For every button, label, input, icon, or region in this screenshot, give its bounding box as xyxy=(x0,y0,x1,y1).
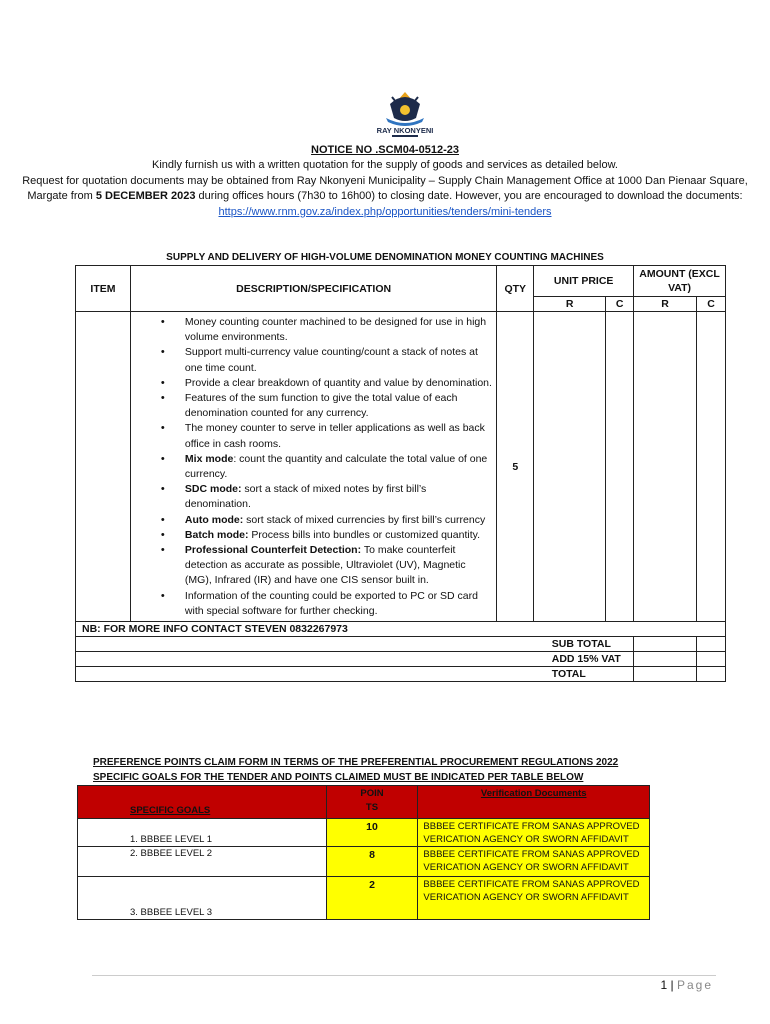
item-cell xyxy=(76,312,131,622)
spec-item-term: Professional Counterfeit Detection: xyxy=(184,544,362,557)
goal-level-1-label: 1. BBBEE LEVEL 1 xyxy=(130,834,213,845)
spec-item xyxy=(133,589,494,619)
spec-item-term: Auto mode: xyxy=(184,513,244,526)
spec-list xyxy=(131,312,496,621)
total-c[interactable] xyxy=(696,667,725,682)
vat-spacer xyxy=(76,652,534,667)
spec-item-term: Batch mode: xyxy=(184,528,249,541)
spec-item-text: Money counting counter machined to be designed for use in high volume environments. xyxy=(184,316,487,344)
nb-contact: NB: FOR MORE INFO CONTACT STEVEN 0832267973 xyxy=(76,622,726,637)
spec-item xyxy=(133,513,494,528)
qty-value: 5 xyxy=(497,312,534,622)
page-word: Page xyxy=(676,978,713,992)
spec-item xyxy=(133,482,494,512)
item-row xyxy=(76,312,726,622)
page-number xyxy=(660,978,713,992)
goal-level-1 xyxy=(78,819,327,847)
spec-item xyxy=(133,315,494,345)
preference-title-line-1: PREFERENCE POINTS CLAIM FORM IN TERMS OF THE PREFERENTIAL PROCUREMENT REGULATIONS 2022 xyxy=(93,757,619,768)
spec-item-text: : count the quantity and calculate the total value of one currency. xyxy=(184,452,488,481)
spec-item-text: Process bills into bundles or customized quantity. xyxy=(248,528,481,541)
intro-text-a: Request for quotation documents may be obtained from Ray Nkonyeni Municipality – Supply Chain Management Office at 1000 Dan Pienaar Square, Margate from xyxy=(22,174,748,202)
preference-title xyxy=(93,755,618,785)
col-amount-r: R xyxy=(634,297,697,312)
col-unit-c: C xyxy=(606,297,634,312)
col-description: DESCRIPTION/SPECIFICATION xyxy=(130,266,496,312)
intro-line-1: Kindly furnish us with a written quotation for the supply of goods and services as detailed below. xyxy=(152,159,618,171)
subtotal-r[interactable] xyxy=(634,637,697,652)
doc-level-2: BBBEE CERTIFICATE FROM SANAS APPROVED VERICATION AGENCY OR SWORN AFFIDAVIT xyxy=(418,847,650,877)
doc-level-3: BBBEE CERTIFICATE FROM SANAS APPROVED VERICATION AGENCY OR SWORN AFFIDAVIT xyxy=(418,877,650,920)
col-unit-price: UNIT PRICE xyxy=(534,266,634,297)
spec-item xyxy=(133,528,494,543)
spec-item-text: Information of the counting could be exported to PC or SD card with special software for further checking. xyxy=(184,589,478,617)
spec-item-text: sort a stack of mixed notes by first bill’s denomination. xyxy=(184,483,427,511)
intro-text-b: during offices hours (7h30 to 16h00) to closing date. However, you are encouraged to download the documents: xyxy=(195,190,743,202)
logo-text: RAY NKONYENI xyxy=(376,126,434,135)
unit-r-input[interactable] xyxy=(534,312,606,622)
subtotal-c[interactable] xyxy=(696,637,725,652)
intro-line-2 xyxy=(20,174,750,221)
municipality-logo xyxy=(372,88,438,138)
total-label: TOTAL xyxy=(534,667,634,682)
page-sep: | xyxy=(667,978,677,992)
preference-table xyxy=(77,785,650,920)
goal-level-2: 2. BBBEE LEVEL 2 xyxy=(78,847,327,877)
spec-cell xyxy=(130,312,496,622)
vat-r[interactable] xyxy=(634,652,697,667)
col-item: ITEM xyxy=(76,266,131,312)
quotation-table xyxy=(75,265,726,682)
total-spacer xyxy=(76,667,534,682)
col-points xyxy=(326,786,418,819)
spec-item xyxy=(133,543,494,589)
preference-title-line-2: SPECIFIC GOALS FOR THE TENDER AND POINTS CLAIMED MUST BE INDICATED PER TABLE BELOW xyxy=(93,772,584,783)
col-unit-r: R xyxy=(534,297,606,312)
spec-item-term: Mix mode xyxy=(184,452,234,465)
spec-item-term: SDC mode: xyxy=(184,483,242,496)
tender-title: SUPPLY AND DELIVERY OF HIGH-VOLUME DENOMINATION MONEY COUNTING MACHINES xyxy=(166,252,604,263)
spec-item-text: The money counter to serve in teller applications as well as back office in cash rooms. xyxy=(184,422,485,450)
subtotal-spacer xyxy=(76,637,534,652)
vat-c[interactable] xyxy=(696,652,725,667)
spec-item-text: Features of the sum function to give the total value of each denomination counted for any currency. xyxy=(184,392,458,420)
closing-date-from: 5 DECEMBER 2023 xyxy=(95,190,196,202)
col-amount-c: C xyxy=(696,297,725,312)
unit-c-input[interactable] xyxy=(606,312,634,622)
spec-item-text: sort stack of mixed currencies by first bill’s currency xyxy=(243,513,486,526)
spec-item-text: Support multi-currency value counting/count a stack of notes at one time count. xyxy=(184,346,478,374)
col-specific-goals: SPECIFIC GOALS xyxy=(78,786,327,819)
spec-item xyxy=(133,421,494,451)
spec-item-text: Provide a clear breakdown of quantity and value by denomination. xyxy=(184,376,492,389)
col-points-label: POIN TS xyxy=(360,788,384,813)
points-level-2: 8 xyxy=(326,847,418,877)
points-level-3: 2 xyxy=(326,877,418,920)
spec-item xyxy=(133,345,494,375)
col-verification-docs: Verification Documents xyxy=(418,786,650,819)
spec-item xyxy=(133,452,494,482)
tenders-link[interactable]: https://www.rnm.gov.za/index.php/opportunities/tenders/mini-tenders xyxy=(218,205,552,218)
total-r[interactable] xyxy=(634,667,697,682)
goal-level-3-label: 3. BBBEE LEVEL 3 xyxy=(130,907,213,918)
points-level-1: 10 xyxy=(326,819,418,847)
spec-item xyxy=(133,391,494,421)
spec-item-text: To make counterfeit detection as accurate as possible, Ultraviolet (UV), Magnetic (MG), Infrared (IR) and have one CIS sensor built in. xyxy=(184,544,466,587)
notice-number: NOTICE NO .SCM04-0512-23 xyxy=(311,144,459,156)
doc-level-1: BBBEE CERTIFICATE FROM SANAS APPROVED VERICATION AGENCY OR SWORN AFFIDAVIT xyxy=(418,819,650,847)
footer-divider xyxy=(92,975,716,976)
intro-text xyxy=(20,158,750,220)
subtotal-label: SUB TOTAL xyxy=(534,637,634,652)
col-qty: QTY xyxy=(497,266,534,312)
spec-item xyxy=(133,376,494,391)
amount-c-input[interactable] xyxy=(696,312,725,622)
goal-level-3 xyxy=(78,877,327,920)
amount-r-input[interactable] xyxy=(634,312,697,622)
vat-label: ADD 15% VAT xyxy=(534,652,634,667)
col-amount: AMOUNT (EXCL VAT) xyxy=(634,266,726,297)
page-num: 1 xyxy=(660,978,668,992)
